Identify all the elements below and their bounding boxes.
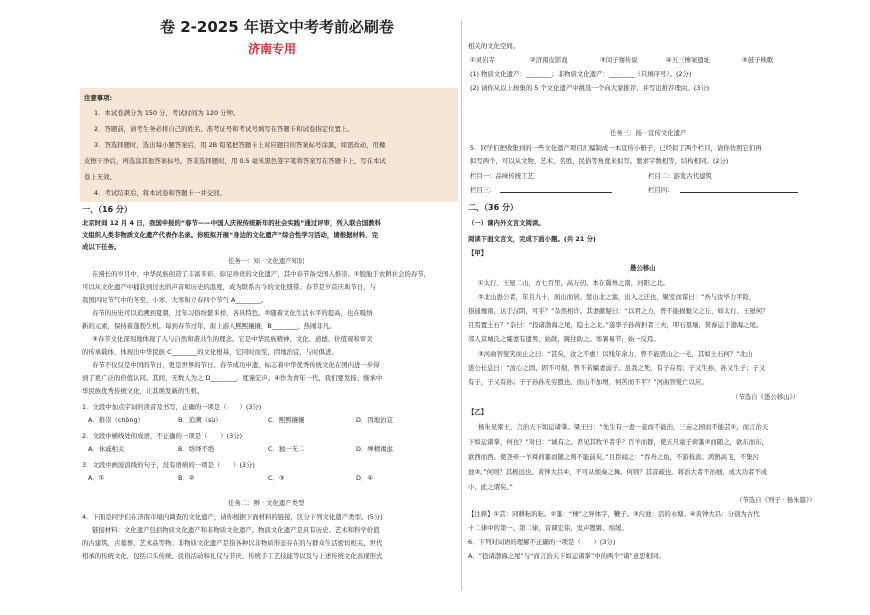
yi-source: （节选自《列子 · 杨朱篇》） [736, 496, 816, 504]
notice-box [80, 88, 458, 202]
notes-line: 【注释】①芸：同耕耘的耘。②箠：“棰”之异体字，鞭子。③污池：活的水塘。④黄钟大吕：分别为古代 [468, 510, 760, 518]
heritage-item: ①灵岩寺 [470, 56, 495, 64]
yi-line: 小，此之谓矣。” [468, 483, 513, 491]
question-2-option[interactable]: C．独一无二 [268, 445, 305, 453]
notice-item: 4．考试结束后，将本试卷和答题卡一并交回。 [94, 189, 226, 197]
passage-line: ③春节文化深刻地体现了人与自然和谐共生的理念。它是中华民族精神、文化、道德、价值观和审美 [92, 335, 373, 343]
yi-line: 下如运诸掌，何也？”对曰：“诚有之。君见其牧羊者乎？百羊而群，使五尺童子荷箠②而随之，欲东而东， [468, 438, 768, 446]
question-3-option[interactable]: C．③ [268, 474, 285, 482]
passage-jia-title: 愚公移山 [630, 264, 656, 272]
passage-line: 新的元素，保持着蓬勃生机。每到春节过年，街上游人熙熙攘攘，B________，热闹非凡。 [82, 322, 336, 330]
page-subtitle: 济南专用 [248, 42, 297, 56]
notes-line: 十二律中的第一、第二律，音调宏伟，发声铿锵、绵缓。 [468, 524, 628, 532]
question-2-stem: 2．文段中横线处的成语，不正确的一项是（ ）(3分) [82, 432, 243, 440]
yi-line: 欲西而西。使尧牵一羊舜荷箠而随之则不能前矣。”且臣闻之：“吞舟之鱼，不游枝流；鸿鹄高飞，不集污 [468, 453, 759, 461]
intro-line: 文组织人类非物质文化遗产代表作名录。你班拟开展“身边的文化遗产”综合性学习活动，请根据材料，完 [82, 231, 378, 239]
jia-line: ①太行、王屋二山，方七百里，高万仞。本在冀州之南，河阳之北。 [478, 279, 670, 287]
question-5-line: 5．同学们把收集到的一些文化遗产项目汇编制成一本宣传小册子，已经拟了两个栏目，请你仿照它们再 [470, 144, 762, 152]
question-1-option[interactable]: C．熙熙攘攘 [268, 416, 305, 424]
heritage-item: ⑤鼓子秧歌 [742, 56, 774, 64]
heritage-item: ③闵子骞传说 [600, 56, 638, 64]
passage-jia-label: 【甲】 [468, 249, 488, 257]
passage-line: 的传承载体，体现出中华民族 C________的文化根基，它同时而至，因地治宜，与时俱进。 [82, 348, 338, 356]
intro-line: 成以下任务。 [82, 243, 121, 251]
passage-line: 春节的历史可以追溯到夏朝，过年习俗纷繁多样，各具特色。②随着文化生活水平的提高，也在吸纳 [92, 309, 373, 317]
question-3-option[interactable]: D．④ [356, 474, 374, 482]
question-2-option[interactable]: A．休戚相关 [88, 445, 125, 453]
column-3-label: 栏目三： [470, 186, 496, 194]
question-4-line: 4．下面是同学们在济南市境内调查的文化遗产，请你根据下面材料的链接，区分下列文化遗产类型。(5分) [82, 513, 383, 521]
jia-source: （节选自《愚公移山》） [732, 393, 800, 401]
jia-line: 愚公长息曰：“汝心之固，固不可彻，曾不若孀妻弱子。虽我之死，有子存焉；子又生孙，孙又生子；子又 [468, 364, 766, 372]
passage-line: 在漫长的岁月中，中华民族创造了丰富多彩、弥足珍贵的文化遗产，其中春节备受国人推崇。①脱胎于农耕社会的春节， [92, 270, 431, 278]
question-2-option[interactable]: B．络绎不绝 [178, 445, 215, 453]
notice-item: 皮擦干净后，再选涂其他答案标号。答非选择题时，用 0.5 毫米黑色签字笔将答案写在答题卡上，写在本试 [84, 157, 386, 165]
question-4-line: 的古建筑、古墓葬、艺术品等物；非物质文化遗产是指各种以非物质形态存在的与群众生活密切相关、世代 [82, 539, 383, 547]
question-4-part-1: (1) 物质文化遗产：________；非物质文化遗产：________（只填序号）。(2分) [470, 70, 692, 78]
notice-heading: 注意事项: [84, 94, 113, 102]
jia-line: 有子，子又有孙；子子孙孙无穷匮也，而山不加增，何苦而不平？”河曲智叟亡以应。 [468, 378, 708, 386]
column-2-label: 栏目二：游览古代建筑 [648, 172, 712, 180]
task-2-heading: 任务二：辨 · 文化遗产类型 [228, 499, 305, 507]
column-1-label: 栏目一：品味传统工艺 [470, 172, 534, 180]
question-3-option[interactable]: B．② [178, 474, 195, 482]
section-1-heading: 一、（16 分） [82, 205, 132, 214]
task-3-heading: 任务三：扬 · 宣传文化遗产 [610, 129, 687, 137]
jia-line: ③河曲智叟笑而止之曰：“甚矣，汝之不惠！以残年余力，曾不能毁山之一毛，其如土石何？”北山 [478, 350, 753, 358]
reading-instruction: 阅读下面文言文，完成下面小题。(共 21 分) [468, 235, 596, 243]
section-2-heading: 二、（36 分） [468, 203, 518, 212]
question-5-line: 拟写两个，可以从文物、艺术、名胜、民俗等角度来拟写。要求字数相等，结构相同。(2分) [470, 157, 729, 165]
jia-line: ②北山愚公者，年且九十，面山而居。惩山北之塞，出入之迂也，聚室而谋曰：“吾与汝毕力平险， [478, 293, 756, 301]
intro-line: 北京时间 12 月 4 日，我国申报的“春节——中国人庆祝传统新年的社会实践”通过评审，列入联合国教科 [82, 219, 382, 227]
passage-line: 华民族优秀传统文化，让其焕发新的生机。 [82, 387, 204, 395]
subsection-heading: （一）课内外文言文阅读。 [468, 219, 545, 227]
passage-line: 可以从文化遗产中捕获到过去的声音和历史的温度，成为联系古今的文化纽带。春节是岁首庆典节日，与 [82, 283, 376, 291]
question-4-part-2: (2) 请你从以上按集的 5 个文化遗产中挑选一个向大家推荐，并写出推荐理由。(3分) [470, 84, 710, 92]
notice-item: 3．答选择题时，选出每小题答案后，用 2B 铅笔把答题卡上对应题目的答案标号涂黑，如需改动，用橡 [94, 141, 386, 149]
question-1-option[interactable]: D．因地治宜 [356, 416, 393, 424]
notice-item: 2．答题前，请考生务必将自己的姓名、准考证号和考试号填写在答题卡和试卷指定位置上。 [94, 125, 354, 133]
task-1-heading: 任务一：知 · 文化遗产知识 [228, 257, 305, 265]
question-6-option-a[interactable]: A．“投诸渤海之尾”与“而言治天下如运诸掌”中的两个“诸”意思相同。 [468, 552, 665, 560]
question-1-option[interactable]: A．推崇（chǒng） [88, 416, 144, 424]
notice-item: 卷上无效。 [84, 173, 116, 181]
column-3-answer-line[interactable] [500, 192, 612, 193]
column-4-label: 栏目四： [648, 186, 674, 194]
passage-line: 春节不仅仅是中国的节日，更是世界的节日。春节成功申遗，标志着中华优秀传统文化在国内进一步得 [92, 361, 380, 369]
notice-item: 1．本试卷满分为 150 分，考试时间为 120 分钟。 [94, 109, 240, 117]
question-6-stem: 6．下列对词语的理解不正确的一项是（ ）(3分) [468, 538, 616, 546]
column-divider [461, 20, 462, 590]
column-4-answer-line[interactable] [680, 192, 798, 193]
question-4-line: 相承的传统文化，包括口头传统、民俗活动和礼仪与节庆、传统手工艺技能等以及与上述传统文化表现形式 [82, 552, 383, 560]
question-3-stem: 3．文段中画波浪线的句子，没有语病的一项是（ ）(3分) [82, 461, 255, 469]
jia-line: 邻人京城氏之孀妻有遗男，始龀，跳往助之。寒暑易节，始一反焉。 [468, 335, 660, 343]
jia-line: 指通豫南，达于汉阴，可乎？”杂然相许。其妻献疑曰：“以君之力，曾不能损魁父之丘，如太行、王屋何？ [468, 307, 769, 315]
passage-line: 到了更广泛的价值认同。其间，无数人为之 D________，度谨宏声。④作为青年一代，我们要发扬、继承中 [82, 374, 383, 382]
question-3-option[interactable]: A．① [88, 474, 105, 482]
question-4-line: 链接材料：文化遗产包括物质文化遗产和非物质文化遗产。物质文化遗产是具有历史、艺术和科学价值 [92, 526, 380, 534]
question-1-option[interactable]: B．追溯（sù） [178, 416, 222, 424]
jia-line: 且焉置土石？”杂曰：“投诸渤海之尾，隐土之北。”遂率子孙荷担者三夫，叩石垦壤，箕畚运于渤海之尾。 [468, 321, 763, 329]
page-title: 卷 2-2025 年语文中考考前必刷卷 [160, 18, 394, 36]
question-2-option[interactable]: D．殚精竭虑 [356, 445, 393, 453]
passage-yi-label: 【乙】 [468, 408, 488, 416]
yi-line: 池③。”何则？其极远也。黄钟大吕④，不可从烦奏之舞。何则？其音疏也。将治大者不治细，成大功者不成 [468, 468, 768, 476]
heritage-item: ④五三惨案遗址 [666, 56, 711, 64]
continuation-line: 相关的文化空间。 [468, 42, 520, 50]
question-1-stem: 1．文段中加点字词的读音及书写，正确的一项是（ ）(3分) [82, 403, 262, 411]
passage-line: 我国四时节气中的冬至、小寒、大寒和立春四个节气 A________。 [82, 296, 268, 304]
heritage-item: ②济南皮影戏 [530, 56, 568, 64]
yi-line: 杨朱见梁王，言治天下如运诸掌。梁王曰：“先生有一妻一妾而不能治，三亩之园而不能芸①，而言治天 [478, 423, 769, 431]
